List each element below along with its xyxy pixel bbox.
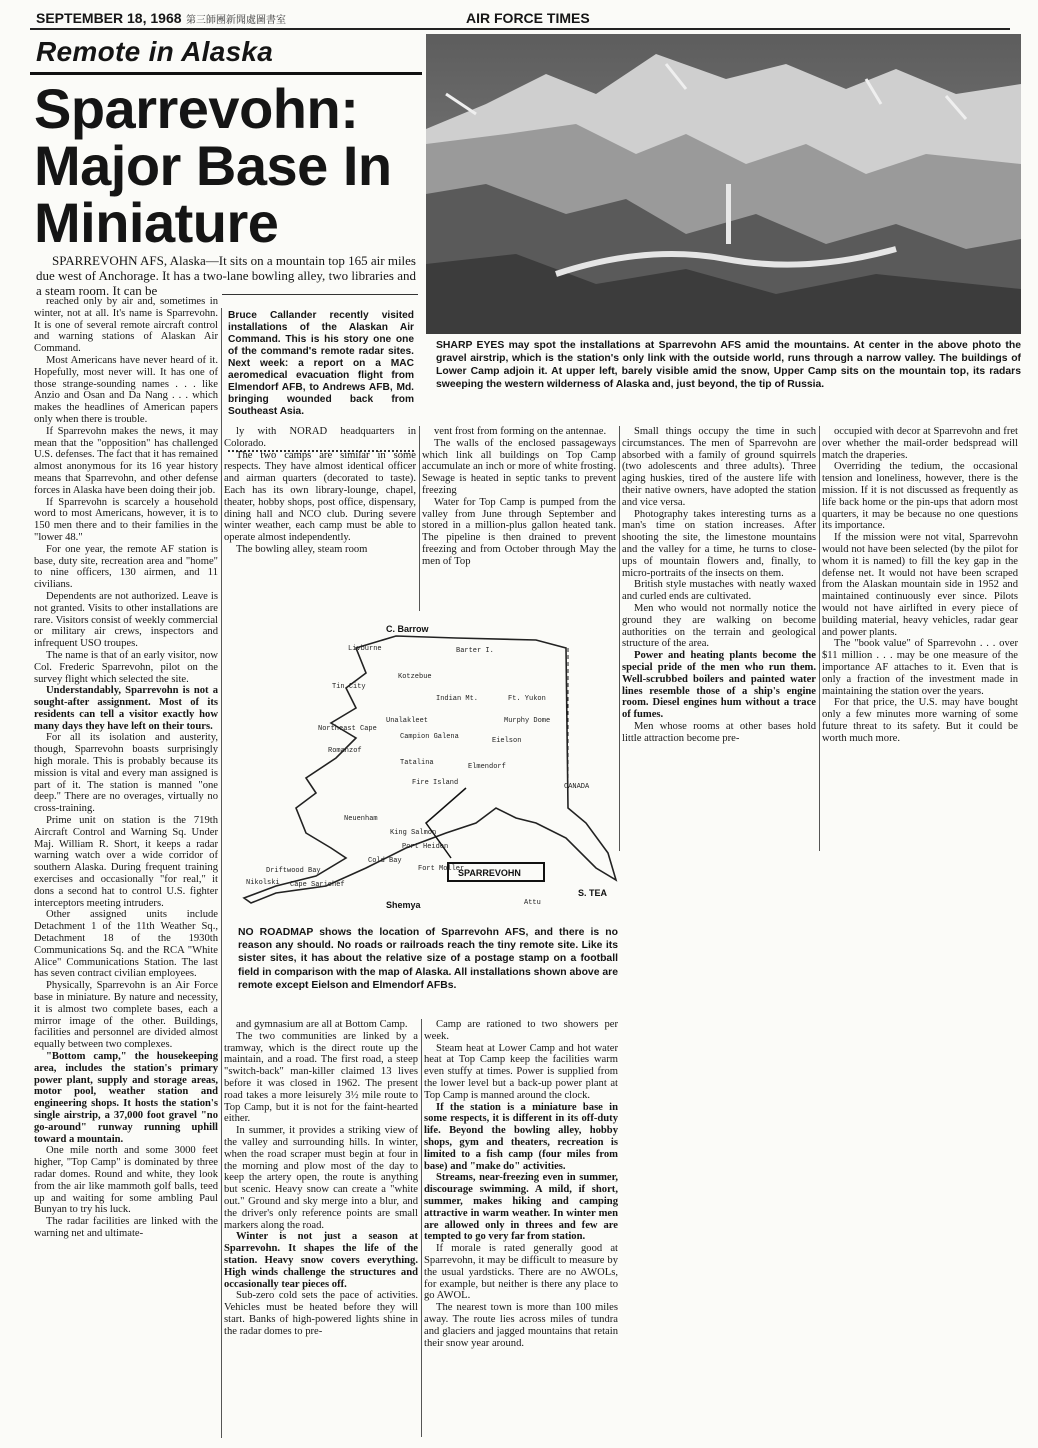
article-paragraph: The radar facilities are linked with the warning net and ultimate- — [34, 1216, 218, 1239]
article-paragraph: Overriding the tedium, the occasional tension and loneliness, however, there is the mission. If it is not discussed as frequently as life back home or the pin-ups that adorn most quarters, it may be because no one questions its importance. — [822, 461, 1018, 532]
masthead — [36, 10, 1001, 30]
article-paragraph: Water for Top Camp is pumped from the valley from June through September and stored in a million-plus gallon heated tank. The pipeline is then drained to prevent freezing and from October through May the men of Top — [422, 496, 616, 567]
map-place-label: Fire Island — [412, 779, 459, 787]
article-paragraph: Steam heat at Lower Camp and hot water heat at Top Camp keep the facilities warm even stuffy at times. Power is supplied from the lower level but a back-up power plant at Top Camp is manned around the clock. — [424, 1042, 618, 1101]
article-paragraph: One mile north and some 3000 feet higher, "Top Camp" is dominated by three radar domes. Round and white, they look from the air like mammoth golf balls, teed up and waiting for some ambling Paul Bunyan to try his luck. — [34, 1145, 218, 1216]
article-paragraph: Understandably, Sparrevohn is not a sought-after assignment. Most of its residents can tell a visitor exactly how many days they have left on their tours. — [34, 685, 218, 732]
map-place-label: Neuenham — [344, 815, 378, 823]
masthead-rule — [30, 28, 1010, 30]
body-column-2-upper — [224, 426, 416, 611]
map-place-label: Campion Galena — [400, 733, 459, 741]
body-column-4 — [622, 426, 816, 851]
article-paragraph: and gymnasium are all at Bottom Camp. — [236, 1019, 408, 1030]
map-place-label: Eielson — [492, 737, 522, 745]
article-paragraph: The two camps are similar in some respects. They have almost identical officer and airman quarters (decorated to taste). Each has its own library-lounge, chapel, theater, hobby shops, post office, dispensary, dining hall and NCO club. During severe winter weather, each camp must be able to operate almost independently. — [224, 449, 416, 544]
map-place-label: C. Barrow — [386, 624, 429, 634]
map-place-label: CANADA — [564, 783, 590, 791]
article-paragraph: The walls of the enclosed passageways which link all buildings on Top Camp accumulate an inch or more of white frosting. Sewage is heated in septic tanks to prevent freezing — [422, 437, 616, 496]
column-rule — [221, 308, 222, 1438]
article-paragraph: For one year, the remote AF station is base, duty site, recreation area and "home" to nine officers, 130 airmen, and 11 civilians. — [34, 543, 218, 591]
map-place-label: Attu — [524, 899, 541, 907]
sparrevohn-callout: SPARREVOHN — [458, 868, 521, 878]
body-column-5 — [822, 426, 1018, 851]
map-place-label: Fort Moller — [418, 865, 465, 873]
column-rule — [819, 426, 820, 851]
body-column-1 — [34, 296, 218, 1436]
article-paragraph: The two communities are linked by a tramway, which is the direct route up the maintain, and a road. The first road, a steep "switch-back" man-killer claimed 13 lives before it was closed in 1962. The present road takes a more leisurely 3½ mile route to Top Camp, but it is not for the faint-hearted either. — [224, 1030, 418, 1125]
article-paragraph: Physically, Sparrevohn is an Air Force base in miniature. By nature and necessity, it is almost two complete bases, each a mirror image of the other. Buildings, facilities and personnel are divided almost equally between two complexes. — [34, 980, 218, 1051]
map-place-label: Livburne — [348, 645, 382, 653]
map-place-label: Tatalina — [400, 759, 434, 767]
article-paragraph: Photography takes interesting turns as a man's time on station increases. After shooting the site, the limestone mountains and the valley for a time, he turns to close-ups of mountain flowers and, finally, to micro-portraits of the insects on them. — [622, 508, 816, 579]
map-place-label: Elmendorf — [468, 763, 506, 771]
article-paragraph: If Sparrevohn is scarcely a household word to most Americans, however, it is to 150 men there and to their families in the "lower 48." — [34, 496, 218, 543]
map-place-label: Driftwood Bay — [266, 867, 321, 875]
article-paragraph: ly with NORAD headquarters in Colorado. — [224, 426, 416, 449]
body-column-3-upper — [422, 426, 616, 611]
article-paragraph: Small things occupy the time in such circumstances. The men of Sparrevohn are absorbed with a family of ground squirrels (two adolescents and three adults). Three aging huskies, tired of the austere life with their native owners, have adopted the station and vice versa. — [622, 426, 816, 508]
map-place-label: Ft. Yukon — [508, 695, 546, 703]
article-paragraph: In summer, it provides a striking view of the valley and surrounding hills. In winter, when the road scraper must begin at four in the morning and plow most of the day to keep the artery open, the route is anything but scenic. Heavy snow can create a "white out." Ground and sky merge into a blur, and the driver's only reference points are small markers along the road. — [224, 1125, 418, 1231]
headline: Sparrevohn: Major Base In Miniature — [34, 77, 392, 254]
article-paragraph: Men whose rooms at other bases hold little attraction become pre- — [622, 720, 816, 744]
map-place-label: Romanzof — [328, 747, 362, 755]
mountain-photo — [426, 34, 1021, 334]
map-place-label: Port Heiden — [402, 843, 449, 851]
article-paragraph: "Bottom camp," the housekeeping area, includes the station's primary power plant, supply and storage areas, motor pool, weather station and engineering shops. It hosts the station's single airstrip, a 37,000 foot gravel "no go-around" runway running uphill toward a mountain. — [34, 1051, 218, 1145]
map-place-label: Shemya — [386, 900, 421, 910]
article-paragraph: The nearest town is more than 100 miles away. The route lies across miles of tundra and glaciers and jagged mountains that retain their snow year around. — [424, 1302, 618, 1349]
author-note: Bruce Callander recently visited installations of the Alaskan Air Command. This is his story one one of the command's remote radar sites. Next week: a report on a MAC aeromedical evacuation flight from Elmendorf AFB, to Andrews AFB, Md. bringing wounded back from Southeast Asia. — [228, 310, 414, 452]
kicker-rule — [30, 72, 422, 75]
article-paragraph: The name is that of an early visitor, now Col. Frederic Sparrevohn, pilot on the survey flight which selected the site. — [34, 649, 218, 685]
article-paragraph: For that price, the U.S. may have bought only a few minutes more warning of some future threat to its safety. But it could be worth much more. — [822, 697, 1018, 744]
map-place-label: Murphy Dome — [504, 717, 551, 725]
column-rule — [419, 426, 420, 611]
map-place-label: Tin City — [332, 683, 366, 691]
lede-paragraph: SPARREVOHN AFS, Alaska—It sits on a mountain top 165 air miles due west of Anchorage. It has a two-lane bowling alley, two libraries and a steam room. It can be — [36, 253, 416, 298]
article-paragraph: The bowling alley, steam room — [236, 543, 368, 555]
alaska-map — [236, 618, 620, 918]
article-paragraph: If morale is rated generally good at Sparrevohn, it may be difficult to measure by the usual yardsticks. There are no AWOLs, for example, but neither is there any place to go AWOL. — [424, 1243, 618, 1302]
map-place-label: Indian Mt. — [436, 695, 479, 703]
lede-rule — [222, 294, 418, 295]
article-paragraph: British style mustaches with neatly waxed and curled ends are cultivated. — [622, 579, 816, 603]
article-paragraph: reached only by air and, sometimes in winter, not at all. It's name is Sparrevohn. It is one of several remote aircraft control and warning stations of Alaskan Air Command. — [34, 296, 218, 355]
article-paragraph: Dependents are not authorized. Leave is not granted. Visits to other installations are rare. Visitors consist of weekly commercial or military air crews, inspectors and infrequent USO troupes. — [34, 590, 218, 650]
map-place-label: Unalakleet — [386, 717, 429, 725]
article-paragraph: For all its isolation and austerity, though, Sparrevohn boasts surprisingly high morale. This is probably because its mission is vital and every man assigned is part of it. The station is manned "one deep." There are no overages, virtually no cross-training. — [34, 732, 218, 815]
article-paragraph: vent frost from forming on the antennae. — [434, 426, 607, 437]
map-place-label: King Salmon — [390, 829, 437, 837]
article-paragraph: The "book value" of Sparrevohn . . . over $11 million . . . may be one measure of the importance AF attaches to it. Even that is only a fraction of the investment made in maintaining the station over the years. — [822, 638, 1018, 697]
map-place-label: S. TEA — [578, 888, 608, 898]
photo-caption: SHARP EYES may spot the installations at Sparrevohn AFS amid the mountains. At center in the above photo the gravel airstrip, which is the station's only link with the outside world, runs through a narrow valley. The buildings of Lower Camp adjoin it. At upper left, barely visible amid the snow, Upper Camp sits on the mountain top, its radars sweeping the western wilderness of Alaska and, just beyond, the tip of Russia. — [436, 340, 1021, 390]
column-rule — [421, 1019, 422, 1437]
article-paragraph: Other assigned units include Detachment 1 of the 11th Weather Sq., Detachment 18 of the 1930th Communications Sq. and the RCA "White Alice" Communications Station. The last has seven contract civilian employees. — [34, 909, 218, 980]
map-place-label: Northeast Cape — [318, 725, 377, 733]
article-paragraph: Most Americans have never heard of it. Hopefully, most never will. It has one of those strange-sounding names . . . like Anzio and Osan and Da Nang . . . which makes the headlines of American papers only when there is trouble. — [34, 354, 218, 425]
map-place-label: Nikolski — [246, 879, 280, 887]
map-place-label: Kotzebue — [398, 673, 432, 681]
kicker: Remote in Alaska — [36, 36, 274, 67]
article-paragraph: If the station is a miniature base in some respects, it is different in its off-duty life. Beyond the bowling alley, hobby shops, gym and theaters, recreation is limited to a fish camp (four miles from base) and "make do" activities. — [424, 1101, 618, 1172]
body-column-2-lower — [224, 1019, 418, 1437]
article-paragraph: If the mission were not vital, Sparrevohn would not have been selected (by the pilot for whom it is named) to fill the key gap in the defense net. It would not have been scraped from the Alaskan mountain side in 1952 and maintained continuously ever since. Pilots would not have airlifted in every piece of building material, heavy vehicles, radar gear and power plants. — [822, 532, 1018, 638]
article-paragraph: If Sparrevohn makes the news, it may mean that the "opposition" has challenged U.S. defenses. The fact that it has remained almost anonymous for its 16 year history means that Sparrevohn, and other defense forces in Alaska have been doing their job. — [34, 425, 218, 496]
newspaper-name: AIR FORCE TIMES — [466, 10, 590, 26]
map-caption: NO ROADMAP shows the location of Sparrevohn AFS, and there is no reason any should. No roads or railroads reach the tiny remote site. Like its sister sites, it has about the relative size of a postage stamp on a football field in comparison with the map of Alaska. All installations shown above are remote except Eielson and Elmendorf AFBs. — [238, 927, 618, 991]
article-paragraph: Winter is not just a season at Sparrevohn. It shapes the life of the station. Heavy snow covers everything. High winds challenge the structures and occasionally tear pieces off. — [224, 1231, 418, 1290]
article-paragraph: Streams, near-freezing even in summer, discourage swimming. A mild, if short, summer, makes hiking and camping attractive in warm weather. In winter men are allowed only in threes and few are tempted to go very far from station. — [424, 1172, 618, 1243]
body-column-3-lower — [424, 1019, 618, 1437]
article-paragraph: Men who would not normally notice the ground they are walking on become authorities on the terrain and geological structure of the area. — [622, 602, 816, 650]
map-place-label: Barter I. — [456, 647, 494, 655]
article-paragraph: Camp are rationed to two showers per week. — [424, 1019, 618, 1042]
map-place-label: Cold Bay — [368, 857, 402, 865]
article-paragraph: occupied with decor at Sparrevohn and fret over whether the mail-order bedspread will match the draperies. — [822, 426, 1018, 461]
article-paragraph: Prime unit on station is the 719th Aircraft Control and Warning Sq. Under Maj. William R. Short, it keeps a radar warning watch over a wide corridor of southern Alaska. During frequent training exercises and occasionally "for real," it dons a second hat to control U.S. fighter interceptors meeting intruders. — [34, 815, 218, 909]
article-paragraph: Sub-zero cold sets the pace of activities. Vehicles must be heated before they will start. Banks of high-powered lights shine in the radar domes to pre- — [224, 1290, 418, 1337]
article-paragraph: Power and heating plants become the special pride of the men who run them. Well-scrubbed boilers and painted water lines resemble those of a ship's engine room. Diesel engines hum without a trace of fumes. — [622, 650, 816, 721]
map-place-label: Cape Sarichef — [290, 881, 345, 889]
library-stamp: 第三師團新聞處圖書室 — [186, 15, 286, 26]
issue-date: SEPTEMBER 18, 1968 — [36, 10, 182, 26]
